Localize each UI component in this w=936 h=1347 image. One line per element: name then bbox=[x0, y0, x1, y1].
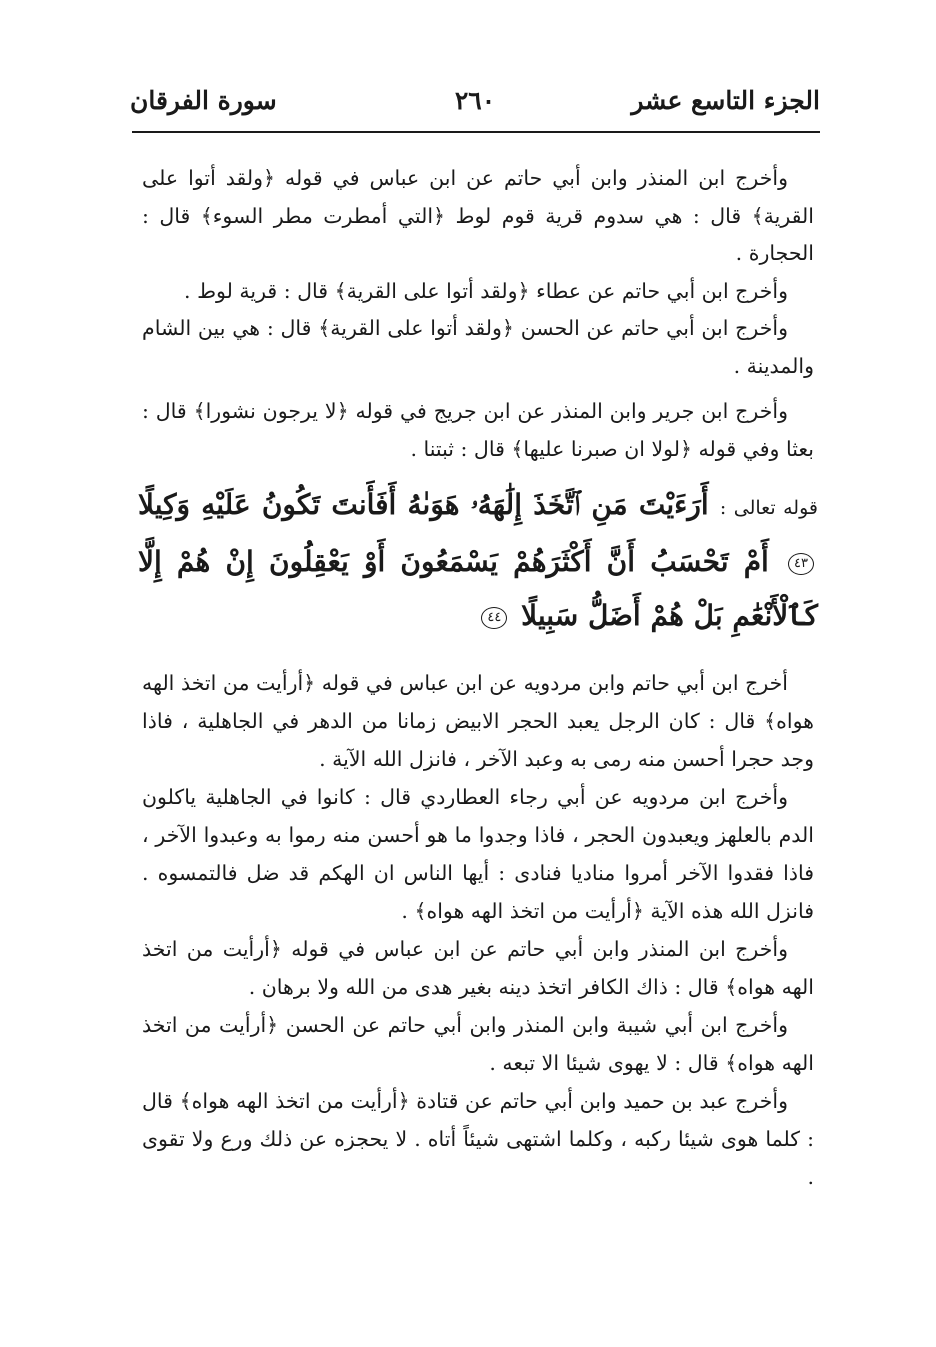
juz-label: الجزء التاسع عشر bbox=[631, 86, 820, 115]
paragraph: وأخرج ابن المنذر وابن أبي حاتم عن ابن عباس في قوله ﴿ولقد أتوا على القرية﴾ قال : هي سدوم قرية قوم لوط ﴿التي أمطرت مطر السوء﴾ قال : الحجارة . bbox=[142, 166, 814, 265]
paragraph: وأخرج ابن أبي حاتم عن عطاء ﴿ولقد أتوا على القرية﴾ قال : قرية لوط . bbox=[184, 278, 788, 303]
paragraph: وأخرج عبد بن حميد وابن أبي حاتم عن قتادة ﴿أرأيت من اتخذ الهه هواه﴾ قال : كلما هوى شيئا ركبه ، وكلما اشتهى شيئاً أتاه . لا يحجزه عن ذلك ورع ولا تقوى . bbox=[142, 1089, 814, 1189]
page-number: ٢٦٠ bbox=[454, 86, 496, 115]
commentary-bottom bbox=[142, 664, 814, 1196]
page-header bbox=[130, 84, 820, 124]
paragraph: وأخرج ابن جرير وابن المنذر عن ابن جريج في قوله ﴿لا يرجون نشورا﴾ قال : بعثا وفي قوله ﴿لولا ان صبرنا عليها﴾ قال : ثبتنا . bbox=[142, 399, 814, 461]
verse-intro: قوله تعالى : bbox=[719, 497, 818, 519]
paragraph: أخرج ابن أبي حاتم وابن مردويه عن ابن عباس في قوله ﴿أرأيت من اتخذ الهه هواه﴾ قال : كان الرجل يعبد الحجر الابيض زمانا من الدهر في الجاهلية ، فاذا وجد حجرا أحسن منه رمى به وعبد الآخر ، فانزل الله الآية . bbox=[142, 671, 814, 771]
ayah-number-marker: ٤٤ bbox=[481, 607, 507, 629]
quran-verse bbox=[138, 478, 818, 643]
paragraph: وأخرج ابن أبي حاتم عن الحسن ﴿ولقد أتوا على القرية﴾ قال : هي بين الشام والمدينة . bbox=[142, 316, 814, 378]
paragraph: وأخرج ابن أبي شيبة وابن المنذر وابن أبي حاتم عن الحسن ﴿أرأيت من اتخذ الهه هواه﴾ قال : لا يهوى شيئا الا تبعه . bbox=[142, 1013, 814, 1075]
paragraph: وأخرج ابن مردويه عن أبي رجاء العطاردي قال : كانوا في الجاهلية ياكلون الدم بالعلهز ويعبدون الحجر ، فاذا وجدوا ما هو أحسن منه رموا به وعبدوا الآخر ، فاذا فقدوا الآخر أمروا مناديا فنادى : أيها الناس ان الهكم قد ضل فالتمسوه . فانزل الله هذه الآية ﴿أرأيت من اتخذ الهه هواه﴾ . bbox=[142, 785, 814, 923]
verse-text: أَمْ تَحْسَبُ أَنَّ أَكْثَرَهُمْ يَسْمَعُونَ أَوْ يَعْقِلُونَ إِنْ هُمْ إِلَّا كَٱلْأَنْعَٰمِ بَلْ هُمْ أَضَلُّ سَبِيلًا bbox=[138, 545, 818, 632]
ayah-number-marker: ٤٣ bbox=[788, 553, 814, 575]
header-rule bbox=[132, 131, 820, 133]
paragraph: وأخرج ابن المنذر وابن أبي حاتم عن ابن عباس في قوله ﴿أرأيت من اتخذ الهه هواه﴾ قال : ذاك الكافر اتخذ دينه بغير هدى من الله ولا برهان . bbox=[142, 937, 814, 999]
surah-label: سورة الفرقان bbox=[130, 86, 277, 115]
commentary-top bbox=[142, 160, 814, 468]
spacer bbox=[142, 385, 814, 393]
verse-text: أَرَءَيْتَ مَنِ ٱتَّخَذَ إِلَٰهَهُۥ هَوَىٰهُ أَفَأَنتَ تَكُونُ عَلَيْهِ وَكِيلًا bbox=[138, 488, 709, 521]
